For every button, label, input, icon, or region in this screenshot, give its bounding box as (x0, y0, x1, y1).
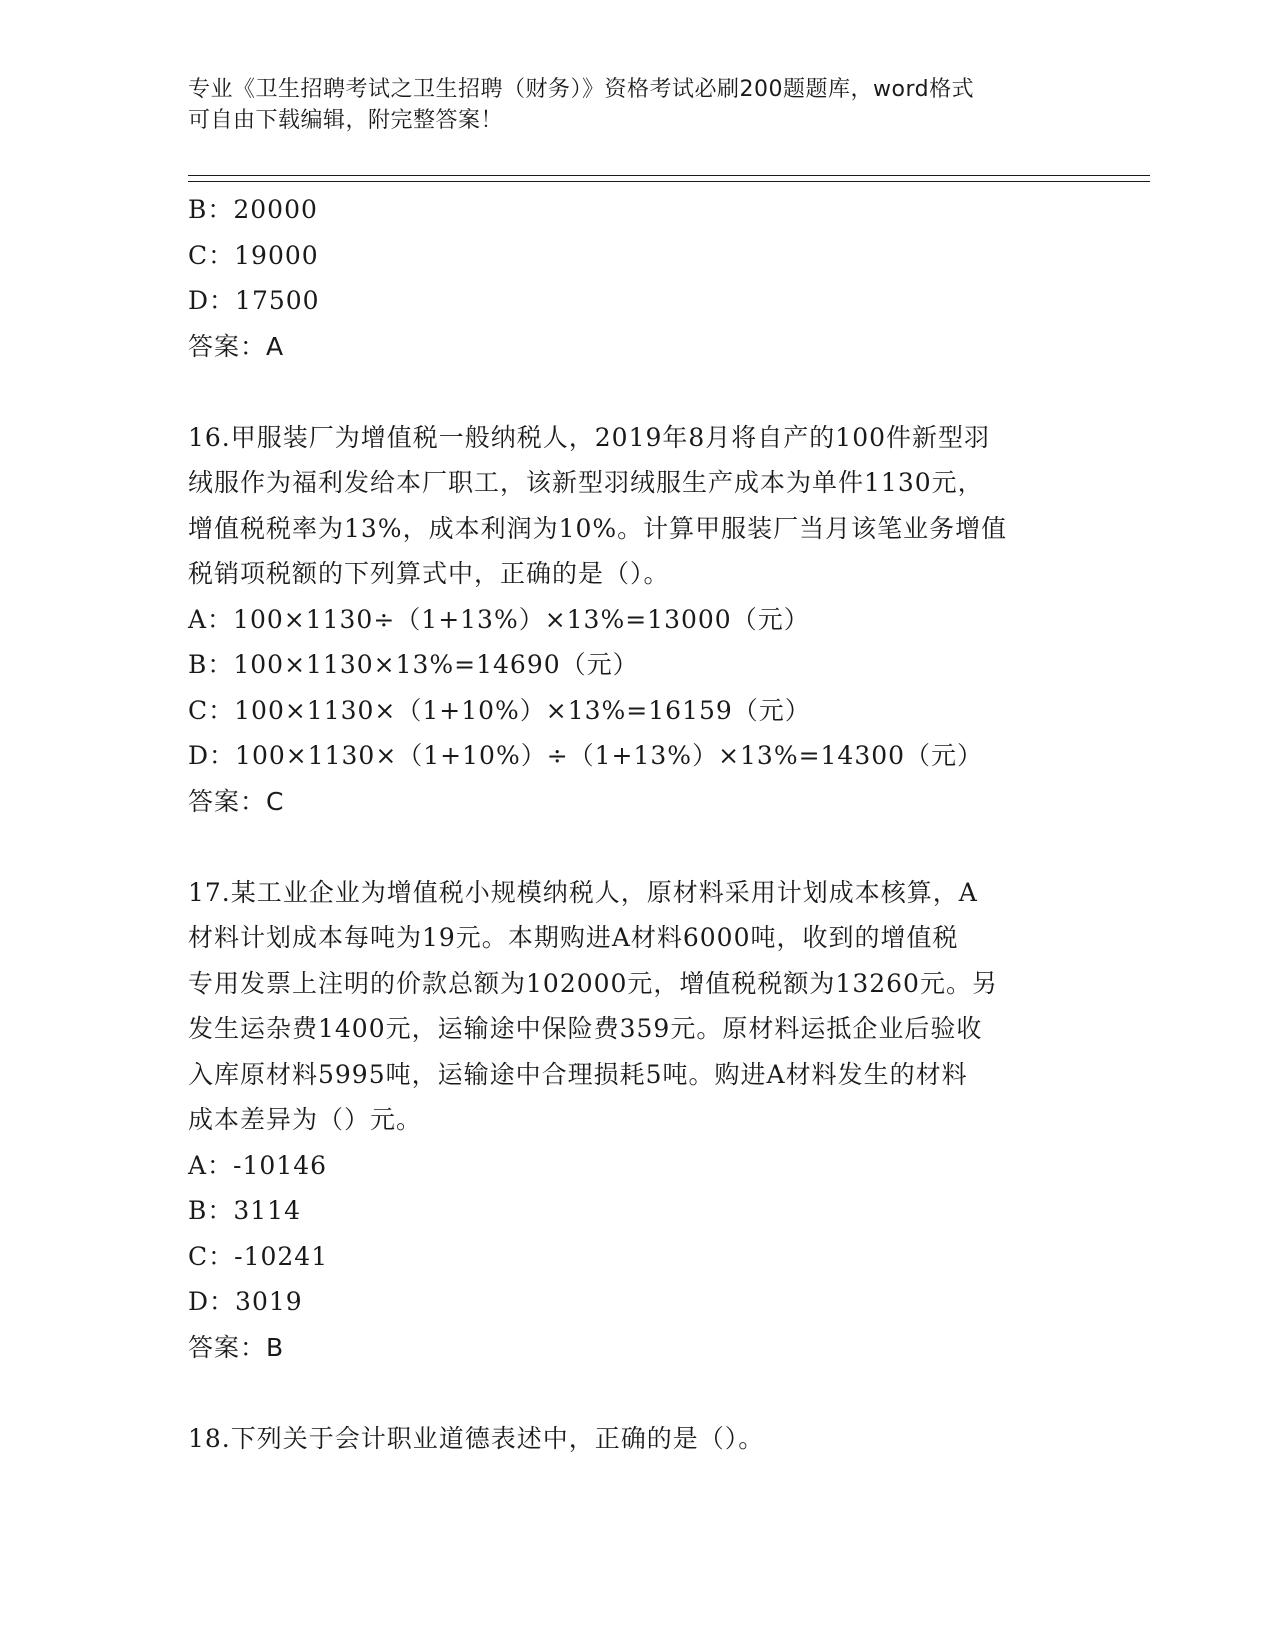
q17-stem-line: 专用发票上注明的价款总额为102000元，增值税税额为13260元。另 (188, 968, 998, 998)
q17-option-c: C：-10241 (188, 1241, 329, 1271)
spacer (188, 1370, 1078, 1416)
q16-stem-line: 增值税税率为13%，成本利润为10%。计算甲服装厂当月该笔业务增值 (188, 513, 1008, 543)
q17-stem-line: 入库原材料5995吨，运输途中合理损耗5吨。购进A材料发生的材料 (188, 1059, 968, 1089)
q17-option-d: D：3019 (188, 1287, 303, 1316)
q16-stem-line: 绒服作为福利发给本厂职工，该新型羽绒服生产成本为单件1130元， (188, 468, 984, 497)
spacer (188, 824, 1078, 870)
q16-stem-line: 16.甲服装厂为增值税一般纳税人，2019年8月将自产的100件新型羽 (188, 422, 991, 452)
q17-stem-line: 发生运杂费1400元，运输途中保险费359元。原材料运抵企业后验收 (188, 1014, 983, 1043)
q15-option-d: D：17500 (188, 286, 320, 315)
q17-answer: 答案：B (188, 1332, 285, 1362)
q17-stem-line: 成本差异为（）元。 (188, 1105, 423, 1134)
q15-answer: 答案：A (188, 331, 285, 361)
q16-stem-line: 税销项税额的下列算式中，正确的是（）。 (188, 559, 670, 588)
header-line-1: 专业《卫生招聘考试之卫生招聘（财务）》资格考试必刷200题题库，word格式 (188, 77, 975, 102)
header-divider-bottom (188, 181, 1150, 182)
q17-option-b: B：3114 (188, 1196, 301, 1225)
q18-stem-line: 18.下列关于会计职业道德表述中，正确的是（）。 (188, 1423, 765, 1453)
q16-option-a: A：100×1130÷（1+13%）×13%=13000（元） (188, 604, 810, 634)
header-divider-top (188, 175, 1150, 176)
q16-option-c: C：100×1130×（1+10%）×13%=16159（元） (188, 695, 811, 725)
spacer (188, 369, 1078, 415)
q15-option-b: B：20000 (188, 195, 318, 224)
q16-option-d: D：100×1130×（1+10%）÷（1+13%）×13%=14300（元） (188, 741, 984, 770)
q16-option-b: B：100×1130×13%=14690（元） (188, 650, 639, 679)
q16-answer: 答案：C (188, 786, 285, 816)
q17-stem-line: 17.某工业企业为增值税小规模纳税人，原材料采用计划成本核算，A (188, 877, 978, 907)
header-line-2: 可自由下载编辑，附完整答案！ (188, 108, 504, 133)
q17-stem-line: 材料计划成本每吨为19元。本期购进A材料6000吨，收到的增值税 (188, 923, 959, 952)
question-body (188, 187, 1078, 1461)
q15-option-c: C：19000 (188, 240, 319, 270)
q17-option-a: A：-10146 (188, 1150, 328, 1180)
document-header (188, 74, 1068, 136)
